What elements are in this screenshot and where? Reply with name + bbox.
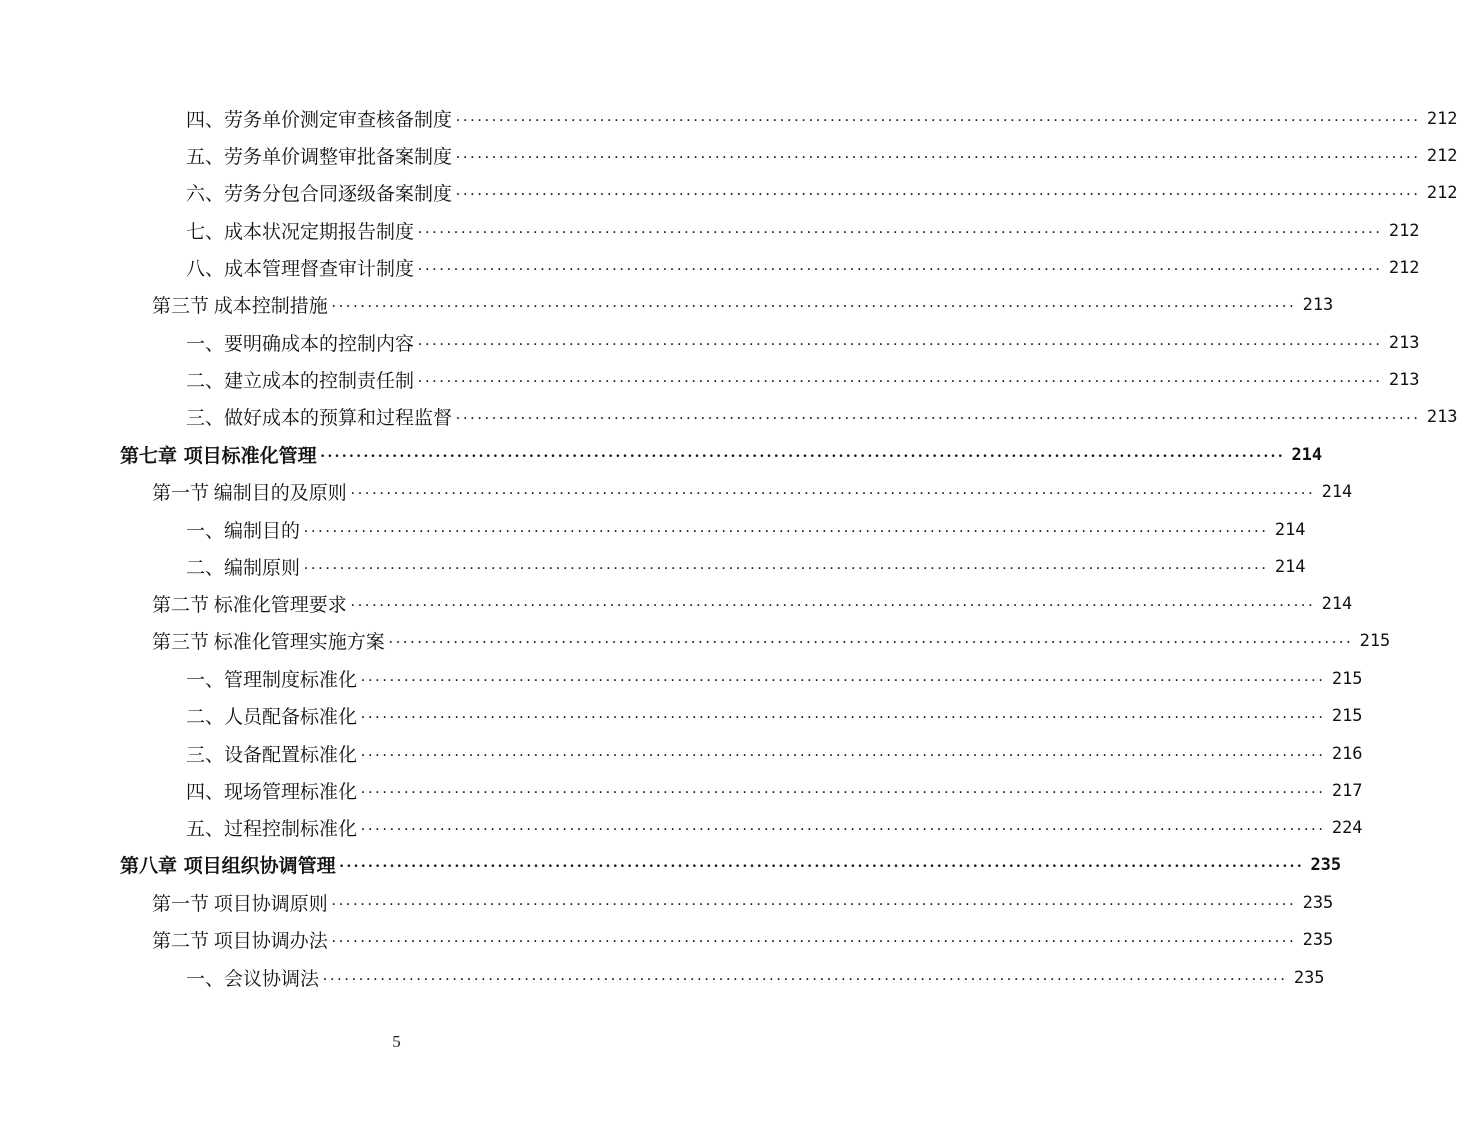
toc-entry-title: 第三节 标准化管理实施方案 [152,632,385,653]
toc-section-entry[interactable] [0,921,1334,958]
toc-entry-title: 四、现场管理标准化 [186,782,358,803]
toc-dot-leader: ...................................................................................................................................... [350,592,1316,610]
toc-entry-title: 第一节 编制目的及原则 [152,483,347,504]
toc-dot-leader: ...................................................................................................................................... [456,144,1421,162]
toc-entry-title: 第二节 项目协调办法 [152,931,328,952]
toc-entry[interactable] [0,660,1363,697]
toc-entry[interactable] [0,361,1420,398]
toc-dot-leader: ...................................................................................................................................... [331,891,1297,909]
toc-dot-leader: ...................................................................................................................................... [350,480,1316,498]
toc-entry-page: 213 [1388,369,1420,390]
toc-entry-page: 213 [1302,294,1334,315]
toc-entry-page: 214 [1274,519,1306,540]
toc-entry-title: 二、建立成本的控制责任制 [186,371,415,392]
toc-section-entry[interactable] [0,884,1334,921]
toc-dot-leader: ...................................................................................................................................... [361,667,1326,685]
toc-entry-title: 三、做好成本的预算和过程监督 [186,408,453,429]
toc-dot-leader: ...................................................................................................................................... [418,368,1383,386]
toc-entry-page: 214 [1274,556,1306,577]
toc-entry-title: 一、管理制度标准化 [186,670,358,691]
toc-entry-page: 214 [1321,481,1353,502]
toc-entry-page: 224 [1331,817,1363,838]
toc-entry-title: 一、编制目的 [186,521,301,542]
toc-entry-title: 八、成本管理督查审计制度 [186,259,415,280]
toc-dot-leader: ...................................................................................................................................... [304,555,1269,573]
toc-entry-page: 212 [1426,145,1458,166]
toc-entry-title: 第三节 成本控制措施 [152,296,328,317]
toc-section-entry[interactable] [0,622,1391,659]
toc-entry[interactable] [0,100,1458,137]
toc-entry[interactable] [0,174,1458,211]
toc-entry[interactable] [0,212,1420,249]
toc-entry-title: 二、编制原则 [186,558,301,579]
toc-entry-page: 213 [1426,406,1458,427]
toc-entry-page: 212 [1388,257,1420,278]
toc-section-entry[interactable] [0,585,1353,622]
toc-chapter-entry[interactable] [0,846,1342,883]
toc-entry[interactable] [0,398,1458,435]
toc-entry-title: 五、劳务单价调整审批备案制度 [186,147,453,168]
toc-dot-leader: ...................................................................................................................................... [331,293,1297,311]
toc-entry[interactable] [0,809,1363,846]
toc-entry-page: 215 [1331,705,1363,726]
toc-entry-title: 第一节 项目协调原则 [152,894,328,915]
toc-entry-page: 214 [1291,444,1323,465]
toc-entry-page: 215 [1359,630,1391,651]
toc-dot-leader: ...................................................................................................................................... [418,331,1383,349]
toc-chapter-entry[interactable] [0,436,1323,473]
toc-dot-leader: ...................................................................................................................................... [304,518,1269,536]
toc-entry-title: 五、过程控制标准化 [186,819,358,840]
toc-dot-leader: ...................................................................................................................................... [361,779,1326,797]
toc-entry-title: 四、劳务单价测定审查核备制度 [186,110,453,131]
toc-dot-leader: ...................................................................................................................................... [456,405,1421,423]
toc-dot-leader: ...................................................................................................................................... [339,853,1305,871]
toc-entry-page: 235 [1302,892,1334,913]
toc-entry-title: 七、成本状况定期报告制度 [186,222,415,243]
toc-entry-page: 235 [1302,929,1334,950]
toc-dot-leader: ...................................................................................................................................... [361,742,1326,760]
toc-dot-leader: ...................................................................................................................................... [361,704,1326,722]
toc-entry-title: 一、要明确成本的控制内容 [186,334,415,355]
toc-entry[interactable] [0,548,1306,585]
toc-entry[interactable] [0,959,1325,996]
toc-entry-title: 二、人员配备标准化 [186,707,358,728]
toc-entry[interactable] [0,735,1363,772]
toc-dot-leader: ...................................................................................................................................... [418,219,1383,237]
toc-dot-leader: ...................................................................................................................................... [456,107,1421,125]
toc-dot-leader: ...................................................................................................................................... [331,928,1297,946]
toc-dot-leader: ...................................................................................................................................... [320,443,1286,461]
toc-entry-page: 214 [1321,593,1353,614]
toc-dot-leader: ...................................................................................................................................... [388,629,1354,647]
toc-dot-leader: ...................................................................................................................................... [361,816,1326,834]
toc-entry-page: 217 [1331,780,1363,801]
toc-entry-title: 第七章 项目标准化管理 [120,445,317,467]
toc-entry-page: 235 [1310,854,1342,875]
toc-entry-page: 212 [1426,108,1458,129]
toc-section-entry[interactable] [0,473,1353,510]
toc-entry-page: 215 [1331,668,1363,689]
toc-entry[interactable] [0,324,1420,361]
toc-entry[interactable] [0,697,1363,734]
toc-entry[interactable] [0,137,1458,174]
toc-entry[interactable] [0,249,1420,286]
toc-entry-page: 213 [1388,332,1420,353]
toc-entry-page: 212 [1426,182,1458,203]
toc-entry-title: 第八章 项目组织协调管理 [120,855,336,877]
toc-entry-page: 216 [1331,743,1363,764]
toc-section-entry[interactable] [0,286,1334,323]
toc-dot-leader: ...................................................................................................................................... [418,256,1383,274]
toc-dot-leader: ...................................................................................................................................... [323,966,1288,984]
toc-entry-title: 一、会议协调法 [186,969,320,990]
toc-entry-title: 三、设备配置标准化 [186,745,358,766]
toc-entry-page: 212 [1388,220,1420,241]
toc-entry-title: 第二节 标准化管理要求 [152,595,347,616]
toc-entry-page: 235 [1293,967,1325,988]
toc-entry[interactable] [0,511,1306,548]
toc-dot-leader: ...................................................................................................................................... [456,181,1421,199]
page-number: 5 [392,1032,401,1051]
toc-entry[interactable] [0,772,1363,809]
toc-entry-title: 六、劳务分包合同逐级备案制度 [186,184,453,205]
